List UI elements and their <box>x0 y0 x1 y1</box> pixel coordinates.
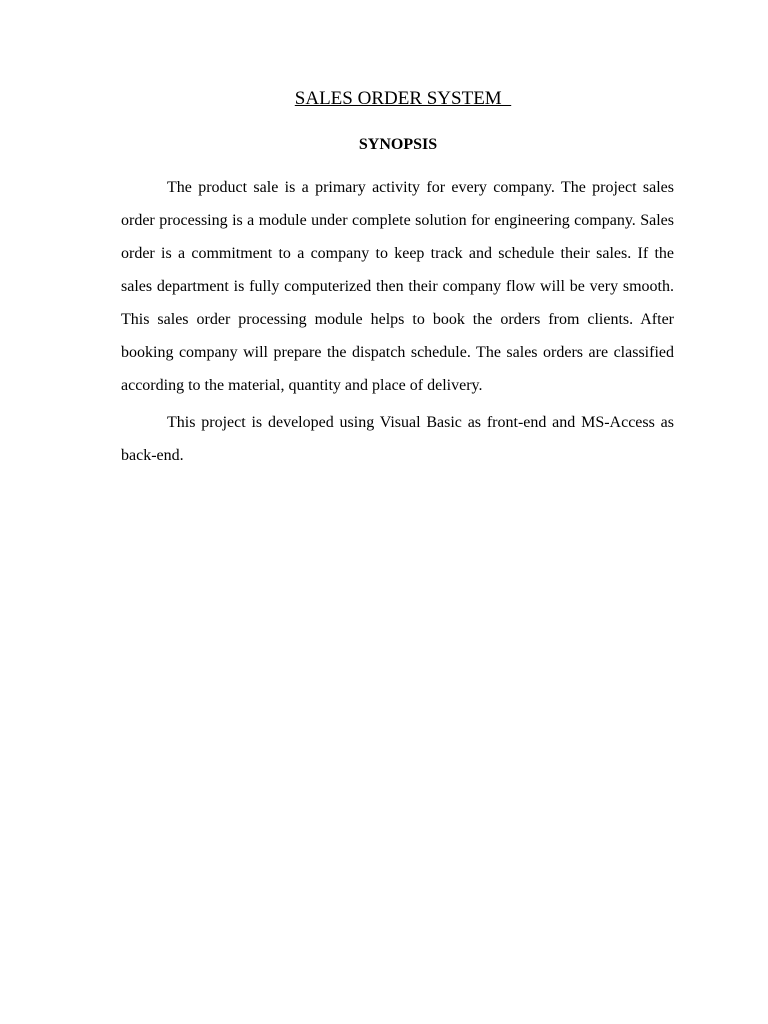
synopsis-paragraph-2: This project is developed using Visual Basic as front-end and MS-Access as back-end. <box>121 414 674 464</box>
section-heading-synopsis: SYNOPSIS <box>358 136 438 153</box>
synopsis-paragraph-1: The product sale is a primary activity for every company. The project sales order processing is a module under complete solution for engineering company. Sales order is a commitment to a company to keep track and schedule their sales. If the sales department is fully computerized then their company flow will be very smooth. This sales order processing module helps to book the orders from clients. After booking company will prepare the dispatch schedule. The sales orders are classified according to the material, quantity and place of delivery. <box>121 179 674 394</box>
document-title: SALES ORDER SYSTEM <box>294 88 512 109</box>
